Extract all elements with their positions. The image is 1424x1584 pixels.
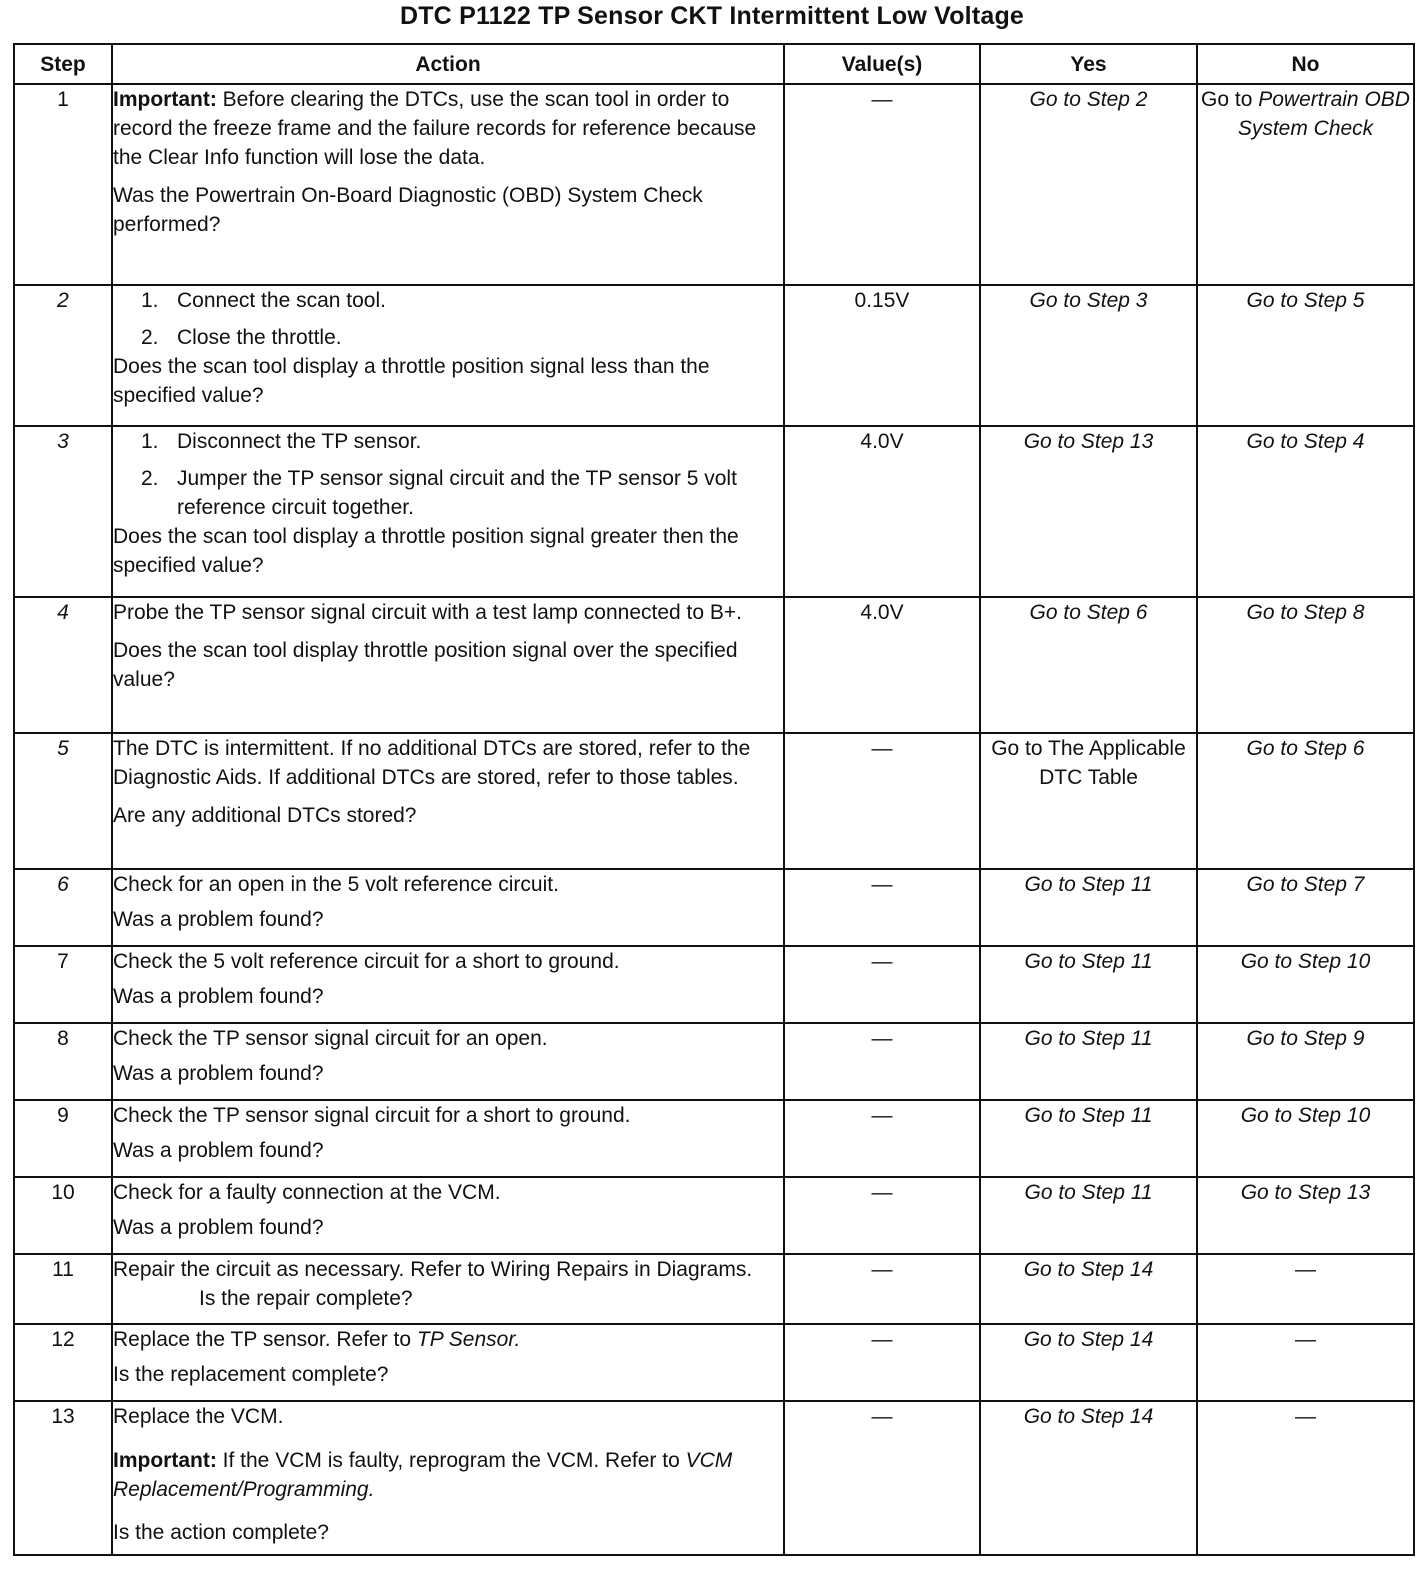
action-cell bbox=[112, 946, 784, 1023]
no-link[interactable]: Go to Step 10 bbox=[1197, 1100, 1414, 1177]
action-cell bbox=[112, 1401, 784, 1555]
header-values: Value(s) bbox=[784, 44, 980, 84]
header-no: No bbox=[1197, 44, 1414, 84]
action-text: Probe the TP sensor signal circuit with a test lamp connected to B+. bbox=[113, 601, 742, 624]
table-row bbox=[14, 946, 1414, 1023]
value-cell: 4.0V bbox=[784, 426, 980, 597]
header-action: Action bbox=[112, 44, 784, 84]
no-link[interactable]: Go to Step 9 bbox=[1197, 1023, 1414, 1100]
important-text: If the VCM is faulty, reprogram the VCM. Refer to bbox=[216, 1449, 686, 1472]
item-text: Jumper the TP sensor signal circuit and the TP sensor 5 volt reference circuit together. bbox=[177, 467, 737, 519]
yes-link[interactable]: Go to Step 11 bbox=[980, 946, 1197, 1023]
action-text: Check the 5 volt reference circuit for a short to ground. bbox=[113, 950, 620, 973]
step-number: 9 bbox=[14, 1100, 112, 1177]
value-cell: — bbox=[784, 1324, 980, 1401]
action-text: Check the TP sensor signal circuit for a short to ground. bbox=[113, 1104, 631, 1127]
action-question: Was a problem found? bbox=[113, 1062, 324, 1085]
important-note bbox=[113, 1446, 783, 1504]
no-link: — bbox=[1197, 1254, 1414, 1324]
table-row bbox=[14, 1100, 1414, 1177]
yes-link[interactable]: Go to Step 11 bbox=[980, 1023, 1197, 1100]
yes-link[interactable]: Go to The Applicable DTC Table bbox=[980, 733, 1197, 869]
table-row bbox=[14, 1401, 1414, 1555]
value-cell: — bbox=[784, 1177, 980, 1254]
no-link[interactable]: Go to Step 6 bbox=[1197, 733, 1414, 869]
table-row bbox=[14, 84, 1414, 285]
action-text: Replace the VCM. bbox=[113, 1405, 284, 1428]
header-yes: Yes bbox=[980, 44, 1197, 84]
value-cell: — bbox=[784, 869, 980, 946]
value-cell: — bbox=[784, 946, 980, 1023]
yes-link[interactable]: Go to Step 14 bbox=[980, 1401, 1197, 1555]
action-text bbox=[113, 1325, 783, 1354]
action-question: Is the action complete? bbox=[113, 1521, 329, 1544]
step-number: 6 bbox=[14, 869, 112, 946]
no-link[interactable]: Go to Step 5 bbox=[1197, 285, 1414, 426]
header-step: Step bbox=[14, 44, 112, 84]
no-link-prefix: Go to bbox=[1201, 88, 1259, 111]
numbered-item: 2. Close the throttle. bbox=[141, 326, 342, 349]
yes-link[interactable]: Go to Step 2 bbox=[980, 84, 1197, 285]
action-question: Is the repair complete? bbox=[199, 1287, 413, 1310]
no-link[interactable]: Go to Step 10 bbox=[1197, 946, 1414, 1023]
step-number: 10 bbox=[14, 1177, 112, 1254]
value-cell: — bbox=[784, 1254, 980, 1324]
action-cell bbox=[112, 1100, 784, 1177]
no-link: — bbox=[1197, 1324, 1414, 1401]
yes-link[interactable]: Go to Step 3 bbox=[980, 285, 1197, 426]
action-cell bbox=[112, 84, 784, 285]
yes-link[interactable]: Go to Step 11 bbox=[980, 869, 1197, 946]
value-cell: 4.0V bbox=[784, 597, 980, 733]
value-cell: — bbox=[784, 1100, 980, 1177]
action-cell bbox=[112, 1177, 784, 1254]
important-note bbox=[113, 85, 783, 172]
action-text: Check the TP sensor signal circuit for an open. bbox=[113, 1027, 548, 1050]
action-question: Does the scan tool display a throttle position signal greater then the specified value? bbox=[113, 525, 739, 577]
table-row bbox=[14, 1324, 1414, 1401]
important-label: Important: bbox=[113, 88, 217, 111]
numbered-item: 1. Disconnect the TP sensor. bbox=[141, 430, 422, 453]
page-title: DTC P1122 TP Sensor CKT Intermittent Low Voltage bbox=[399, 2, 1025, 30]
action-question: Was a problem found? bbox=[113, 1216, 324, 1239]
action-cell bbox=[112, 1254, 784, 1324]
step-number: 2 bbox=[14, 285, 112, 426]
important-label: Important: bbox=[113, 1449, 217, 1472]
no-link: — bbox=[1197, 1401, 1414, 1555]
numbered-item: 1. Connect the scan tool. bbox=[141, 289, 386, 312]
tp-sensor-link[interactable]: TP Sensor. bbox=[416, 1328, 521, 1351]
item-text: Connect the scan tool. bbox=[177, 289, 386, 312]
value-cell: — bbox=[784, 1401, 980, 1555]
yes-link[interactable]: Go to Step 6 bbox=[980, 597, 1197, 733]
action-cell bbox=[112, 869, 784, 946]
step-number: 1 bbox=[14, 84, 112, 285]
value-cell: 0.15V bbox=[784, 285, 980, 426]
step-number: 12 bbox=[14, 1324, 112, 1401]
numbered-item: 2. Jumper the TP sensor signal circuit and the TP sensor 5 volt reference circuit together. bbox=[113, 464, 783, 522]
action-cell bbox=[112, 285, 784, 426]
action-question: Was a problem found? bbox=[113, 985, 324, 1008]
action-text: Check for a faulty connection at the VCM. bbox=[113, 1181, 501, 1204]
action-question: Was a problem found? bbox=[113, 908, 324, 931]
step-number: 11 bbox=[14, 1254, 112, 1324]
table-row bbox=[14, 1023, 1414, 1100]
value-cell: — bbox=[784, 84, 980, 285]
item-text: Disconnect the TP sensor. bbox=[177, 430, 422, 453]
action-question: Does the scan tool display throttle position signal over the specified value? bbox=[113, 639, 738, 691]
table-row bbox=[14, 285, 1414, 426]
important-text: Before clearing the DTCs, use the scan tool in order to record the freeze frame and the failure records for reference because the Clear Info function will lose the data. bbox=[113, 88, 757, 169]
action-cell bbox=[112, 426, 784, 597]
table-row bbox=[14, 869, 1414, 946]
no-link[interactable]: Go to Step 7 bbox=[1197, 869, 1414, 946]
no-link[interactable]: Go to Step 13 bbox=[1197, 1177, 1414, 1254]
table-row bbox=[14, 426, 1414, 597]
yes-link[interactable]: Go to Step 14 bbox=[980, 1324, 1197, 1401]
action-text-body: Repair the circuit as necessary. Refer to Wiring Repairs in Diagrams. bbox=[113, 1258, 753, 1281]
step-number: 5 bbox=[14, 733, 112, 869]
step-number: 8 bbox=[14, 1023, 112, 1100]
table-header-row bbox=[14, 44, 1414, 84]
yes-link[interactable]: Go to Step 11 bbox=[980, 1177, 1197, 1254]
step-number: 13 bbox=[14, 1401, 112, 1555]
value-cell: — bbox=[784, 733, 980, 869]
action-question: Was the Powertrain On-Board Diagnostic (OBD) System Check performed? bbox=[113, 184, 703, 236]
no-link-target[interactable]: Powertrain OBD System Check bbox=[1237, 88, 1410, 140]
table-row bbox=[14, 733, 1414, 869]
no-link[interactable]: Go to Step 4 bbox=[1197, 426, 1414, 597]
action-question: Was a problem found? bbox=[113, 1139, 324, 1162]
action-question: Are any additional DTCs stored? bbox=[113, 804, 417, 827]
item-text: Close the throttle. bbox=[177, 326, 342, 349]
action-cell bbox=[112, 1324, 784, 1401]
yes-link[interactable]: Go to Step 11 bbox=[980, 1100, 1197, 1177]
table-row bbox=[14, 597, 1414, 733]
yes-link[interactable]: Go to Step 13 bbox=[980, 426, 1197, 597]
action-cell bbox=[112, 1023, 784, 1100]
action-question: Does the scan tool display a throttle position signal less than the specified value? bbox=[113, 355, 710, 407]
no-link[interactable] bbox=[1197, 84, 1414, 285]
step-number: 3 bbox=[14, 426, 112, 597]
table-row bbox=[14, 1177, 1414, 1254]
action-text: The DTC is intermittent. If no additional DTCs are stored, refer to the Diagnostic Aids. If additional DTCs are stored, refer to those tables. bbox=[113, 737, 751, 789]
action-question: Is the replacement complete? bbox=[113, 1363, 389, 1386]
no-link[interactable]: Go to Step 8 bbox=[1197, 597, 1414, 733]
action-cell bbox=[112, 597, 784, 733]
yes-link[interactable]: Go to Step 14 bbox=[980, 1254, 1197, 1324]
table-row bbox=[14, 1254, 1414, 1324]
step-number: 7 bbox=[14, 946, 112, 1023]
step-number: 4 bbox=[14, 597, 112, 733]
action-text bbox=[113, 1255, 783, 1313]
action-cell bbox=[112, 733, 784, 869]
action-text: Check for an open in the 5 volt reference circuit. bbox=[113, 873, 559, 896]
action-text-body: Replace the TP sensor. Refer to bbox=[113, 1328, 417, 1351]
diagnostic-table bbox=[13, 43, 1415, 1556]
vcm-programming-link[interactable]: VCM Replacement/Programming. bbox=[113, 1449, 733, 1501]
value-cell: — bbox=[784, 1023, 980, 1100]
